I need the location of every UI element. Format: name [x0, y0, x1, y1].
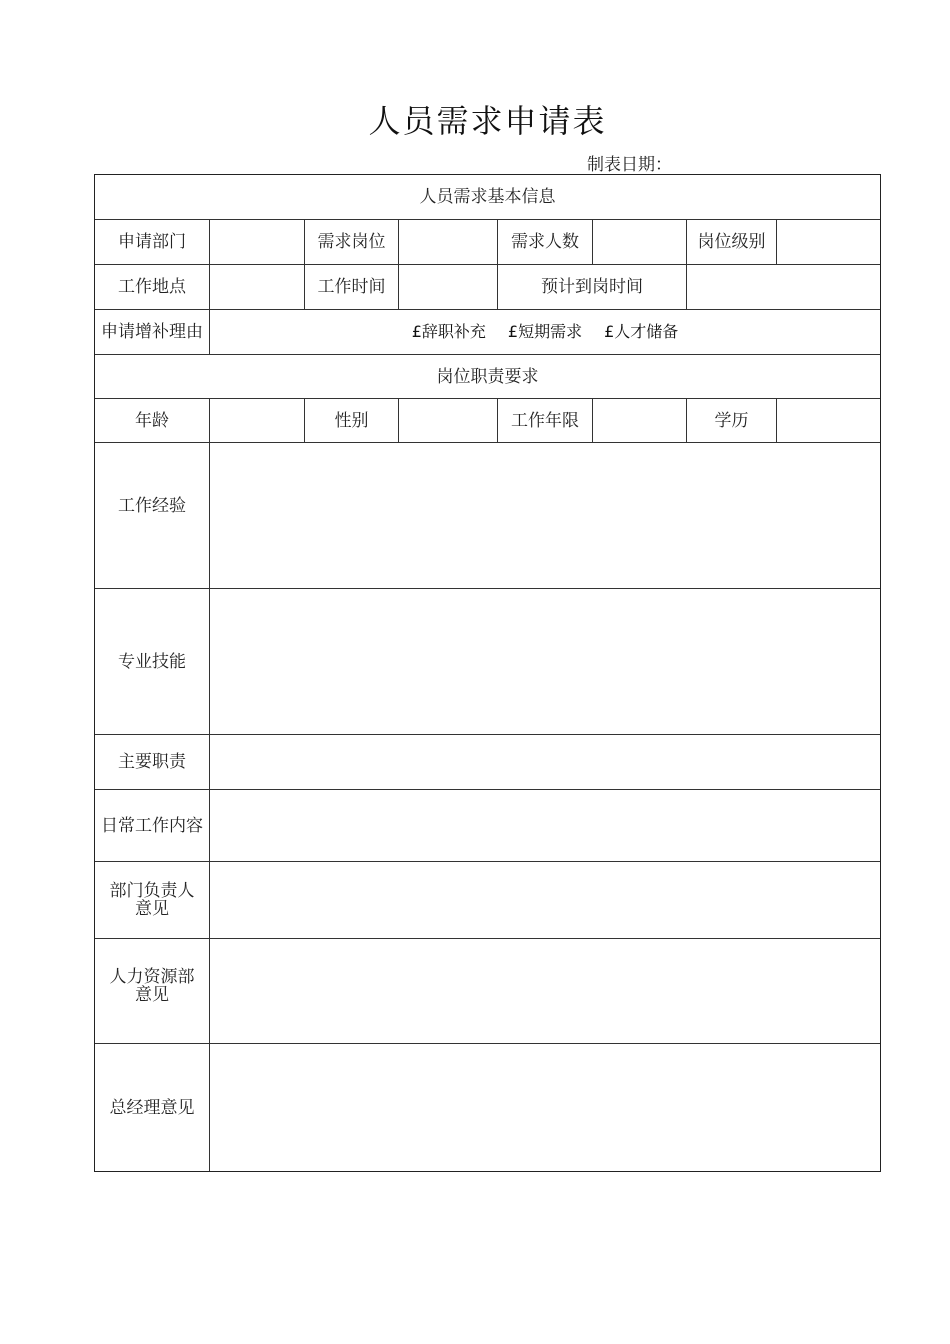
- education-field[interactable]: [777, 399, 880, 443]
- reason-options: [210, 310, 880, 355]
- checkbox-icon[interactable]: £: [507, 322, 519, 341]
- dept-head-opinion-label: 部门负责人 意见: [95, 862, 210, 939]
- arrival-field[interactable]: [687, 265, 880, 310]
- gender-field[interactable]: [399, 399, 498, 443]
- skills-label: 专业技能: [95, 589, 210, 735]
- reason-option-short-term[interactable]: £短期需求: [507, 322, 583, 341]
- headcount-label: 需求人数: [498, 220, 593, 265]
- experience-label: 工作经验: [95, 443, 210, 589]
- daily-work-field[interactable]: [210, 790, 880, 862]
- daily-work-label: 日常工作内容: [95, 790, 210, 862]
- hr-opinion-field[interactable]: [210, 939, 880, 1044]
- hours-field[interactable]: [399, 265, 498, 310]
- reason-option-resignation[interactable]: £辞职补充: [411, 322, 486, 341]
- section-job-requirements: 岗位职责要求: [95, 355, 880, 399]
- page-title: 人员需求申请表: [368, 102, 607, 140]
- hours-label: 工作时间: [305, 265, 399, 310]
- level-label: 岗位级别: [687, 220, 777, 265]
- duties-label: 主要职责: [95, 735, 210, 790]
- section-basic-info: 人员需求基本信息: [95, 175, 880, 220]
- hr-opinion-label: 人力资源部 意见: [95, 939, 210, 1044]
- age-label: 年龄: [95, 399, 210, 443]
- gender-label: 性别: [305, 399, 399, 443]
- location-field[interactable]: [210, 265, 305, 310]
- dept-head-opinion-field[interactable]: [210, 862, 880, 939]
- skills-field[interactable]: [210, 589, 880, 735]
- dept-field[interactable]: [210, 220, 305, 265]
- headcount-field[interactable]: [593, 220, 687, 265]
- level-field[interactable]: [777, 220, 880, 265]
- date-label: 制表日期：: [587, 155, 672, 175]
- age-field[interactable]: [210, 399, 305, 443]
- dept-label: 申请部门: [95, 220, 210, 265]
- gm-opinion-field[interactable]: [210, 1044, 880, 1171]
- checkbox-icon[interactable]: £: [411, 322, 422, 341]
- position-field[interactable]: [399, 220, 498, 265]
- education-label: 学历: [687, 399, 777, 443]
- years-label: 工作年限: [498, 399, 593, 443]
- checkbox-icon[interactable]: £: [604, 322, 615, 341]
- reason-label: 申请增补理由: [95, 310, 210, 355]
- duties-field[interactable]: [210, 735, 880, 790]
- position-label: 需求岗位: [305, 220, 399, 265]
- arrival-label: 预计到岗时间: [498, 265, 687, 310]
- reason-option-talent-reserve[interactable]: £人才储备: [604, 322, 679, 341]
- location-label: 工作地点: [95, 265, 210, 310]
- requisition-form: [94, 174, 881, 1172]
- experience-field[interactable]: [210, 443, 880, 589]
- years-field[interactable]: [593, 399, 687, 443]
- gm-opinion-label: 总经理意见: [95, 1044, 210, 1171]
